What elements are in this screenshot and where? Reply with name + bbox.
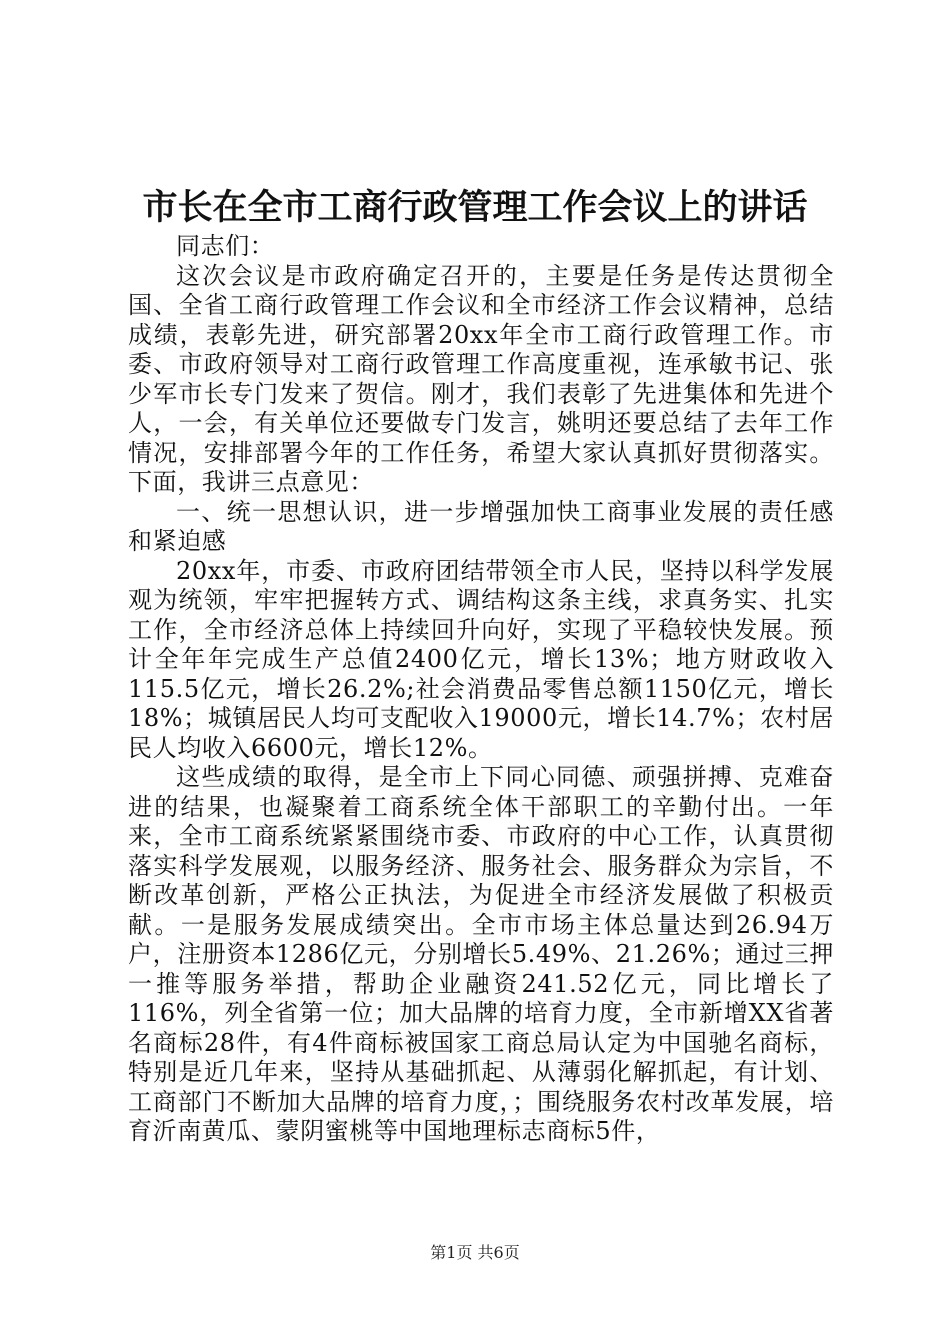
page-number-footer: 第1页 共6页 xyxy=(430,1243,520,1262)
economic-results-paragraph: 20xx年，市委、市政府团结带领全市人民，坚持以科学发展观为统领，牢牢把握转方式、调结构这条主线，求真务实、扎实工作，全市经济总体上持续回升向好，实现了平稳较快发展。预计全年年完成生产总值2400亿元，增长13%；地方财政收入115.5亿元，增长26.2%;社会消费品零售总额1150亿元，增长18%；城镇居民人均可支配收入19000元，增长14.7%；农村居民人均收入6600元，增长12%。 xyxy=(128,556,834,762)
achievements-paragraph: 这些成绩的取得，是全市上下同心同德、顽强拼搏、克难奋进的结果，也凝聚着工商系统全体干部职工的辛勤付出。一年来，全市工商系统紧紧围绕市委、市政府的中心工作，认真贯彻落实科学发展观，以服务经济、服务社会、服务群众为宗旨，不断改革创新，严格公正执法，为促进全市经济发展做了积极贡献。一是服务发展成绩突出。全市市场主体总量达到26.94万户，注册资本1286亿元，分别增长5.49%、21.26%；通过三押一推等服务举措，帮助企业融资241.52亿元，同比增长了116%，列全省第一位；加大品牌的培育力度，全市新增XX省著名商标28件，有4件商标被国家工商总局认定为中国驰名商标，特别是近几年来，坚持从基础抓起、从薄弱化解抓起，有计划、工商部门不断加大品牌的培育力度，；围绕服务农村改革发展，培育沂南黄瓜、蒙阴蜜桃等中国地理标志商标5件， xyxy=(128,763,834,1145)
document-title: 市长在全市工商行政管理工作会议上的讲话 xyxy=(142,187,808,228)
section-heading-paragraph: 一、统一思想认识，进一步增强加快工商事业发展的责任感和紧迫感 xyxy=(128,497,834,555)
salutation-paragraph: 同志们： xyxy=(176,232,275,260)
document-body xyxy=(128,232,834,1147)
intro-paragraph: 这次会议是市政府确定召开的，主要是任务是传达贯彻全国、全省工商行政管理工作会议和全市经济工作会议精神，总结成绩，表彰先进，研究部署20xx年全市工商行政管理工作。市委、市政府领导对工商行政管理工作高度重视，连承敏书记、张少军市长专门发来了贺信。刚才，我们表彰了先进集体和先进个人，一会，有关单位还要做专门发言，姚明还要总结了去年工作情况，安排部署今年的工作任务，希望大家认真抓好贯彻落实。下面，我讲三点意见： xyxy=(128,261,834,496)
